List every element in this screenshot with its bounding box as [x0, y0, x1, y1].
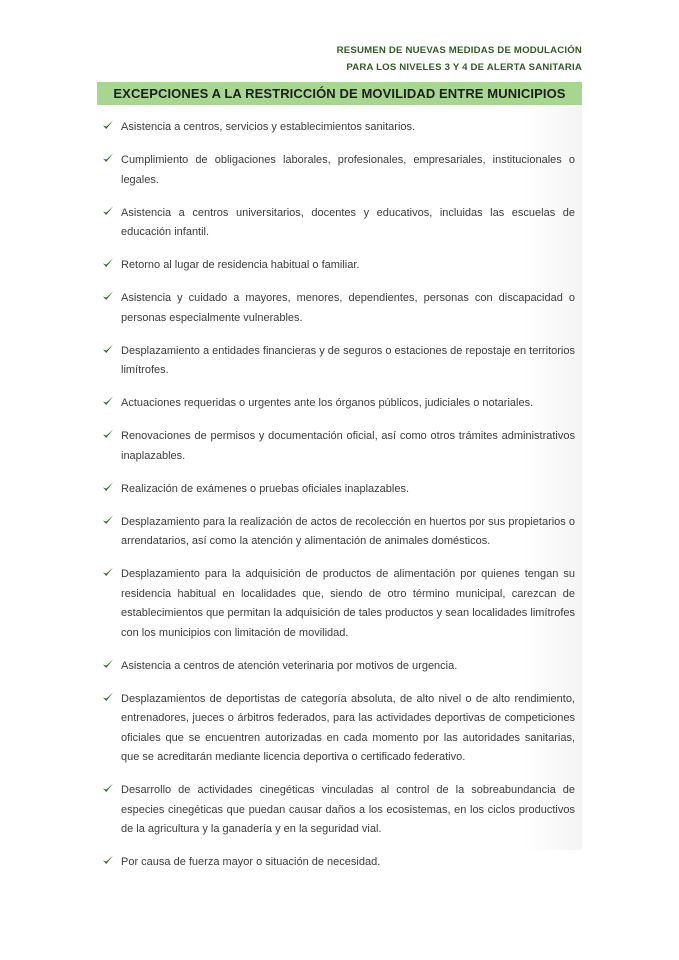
list-item [97, 480, 575, 500]
list-item-text: Desplazamientos de deportistas de categoría absoluta, de alto nivel o de alto rendimiento, entrenadores, jueces o árbitros federados, para las actividades deportivas de competiciones oficiales que se encuentren autorizadas en cada momento por las autoridades sanitarias, que se acreditarán mediante licencia deportiva o certificado federativo. [121, 692, 575, 763]
list-item [97, 394, 575, 414]
list-item [97, 565, 575, 643]
checkmark-icon [102, 395, 114, 407]
checkmark-icon [102, 152, 114, 164]
checkmark-icon [102, 257, 114, 269]
checkmark-icon [102, 119, 114, 131]
list-item [97, 513, 575, 552]
checkmark-icon [102, 782, 114, 794]
header-line-1: RESUMEN DE NUEVAS MEDIDAS DE MODULACIÓN [336, 45, 582, 56]
list-item-text: Por causa de fuerza mayor o situación de necesidad. [121, 856, 381, 868]
list-item [97, 427, 575, 466]
checkmark-icon [102, 481, 114, 493]
list-item-text: Desplazamiento para la realización de actos de recolección en huertos por sus propietarios o arrendatarios, así como la atención y alimentación de animales domésticos. [121, 515, 575, 547]
section-title-banner [97, 82, 582, 105]
checkmark-icon [102, 428, 114, 440]
list-item [97, 289, 575, 328]
list-item [97, 657, 575, 677]
checkmark-icon [102, 514, 114, 526]
list-item-text: Asistencia y cuidado a mayores, menores, dependientes, personas con discapacidad o personas especialmente vulnerables. [121, 292, 575, 324]
list-item-text: Asistencia a centros de atención veterinaria por motivos de urgencia. [121, 659, 458, 672]
list-item [97, 690, 575, 768]
list-item [97, 151, 575, 190]
checkmark-icon [102, 854, 114, 866]
list-item-text: Desarrollo de actividades cinegéticas vinculadas al control de la sobreabundancia de especies cinegéticas que puedan causar daños a los ecosistemas, en los ciclos productivos de la agricultura y la ganadería y en la seguridad vial. [121, 784, 575, 835]
list-item-text: Cumplimiento de obligaciones laborales, profesionales, empresariales, institucionales o legales. [121, 154, 575, 186]
header-line-2: PARA LOS NIVELES 3 Y 4 DE ALERTA SANITARIA [346, 62, 582, 73]
list-item-text: Renovaciones de permisos y documentación oficial, así como otros trámites administrativos inaplazables. [121, 430, 575, 462]
list-item-text: Actuaciones requeridas o urgentes ante los órganos públicos, judiciales o notariales. [121, 397, 534, 409]
list-item-text: Desplazamiento para la adquisición de productos de alimentación por quienes tengan su residencia habitual en localidades que, siendo de otro término municipal, carezcan de establecimientos que permitan la adquisición de tales productos y sean localidades limítrofes con los municipios con limitación de movilidad. [121, 568, 575, 639]
document-header [337, 42, 582, 76]
list-item [97, 204, 575, 243]
list-item [97, 853, 575, 873]
list-item [97, 118, 575, 138]
list-item [97, 781, 575, 840]
checkmark-icon [102, 205, 114, 217]
section-title: EXCEPCIONES A LA RESTRICCIÓN DE MOVILIDAD ENTRE MUNICIPIOS [113, 86, 566, 101]
checkmark-icon [102, 566, 114, 578]
checkmark-icon [102, 343, 114, 355]
list-item-text: Desplazamiento a entidades financieras y de seguros o estaciones de repostaje en territorios limítrofes. [121, 344, 575, 376]
list-item [97, 342, 575, 381]
list-item-text: Realización de exámenes o pruebas oficiales inaplazables. [121, 482, 410, 495]
checkmark-icon [102, 691, 114, 703]
checkmark-icon [102, 290, 114, 302]
exceptions-list [97, 118, 575, 886]
list-item-text: Retorno al lugar de residencia habitual o familiar. [121, 259, 360, 271]
checkmark-icon [102, 658, 114, 670]
list-item-text: Asistencia a centros, servicios y establecimientos sanitarios. [121, 121, 416, 133]
list-item-text: Asistencia a centros universitarios, docentes y educativos, incluidas las escuelas de educación infantil. [121, 206, 575, 238]
list-item [97, 256, 575, 276]
